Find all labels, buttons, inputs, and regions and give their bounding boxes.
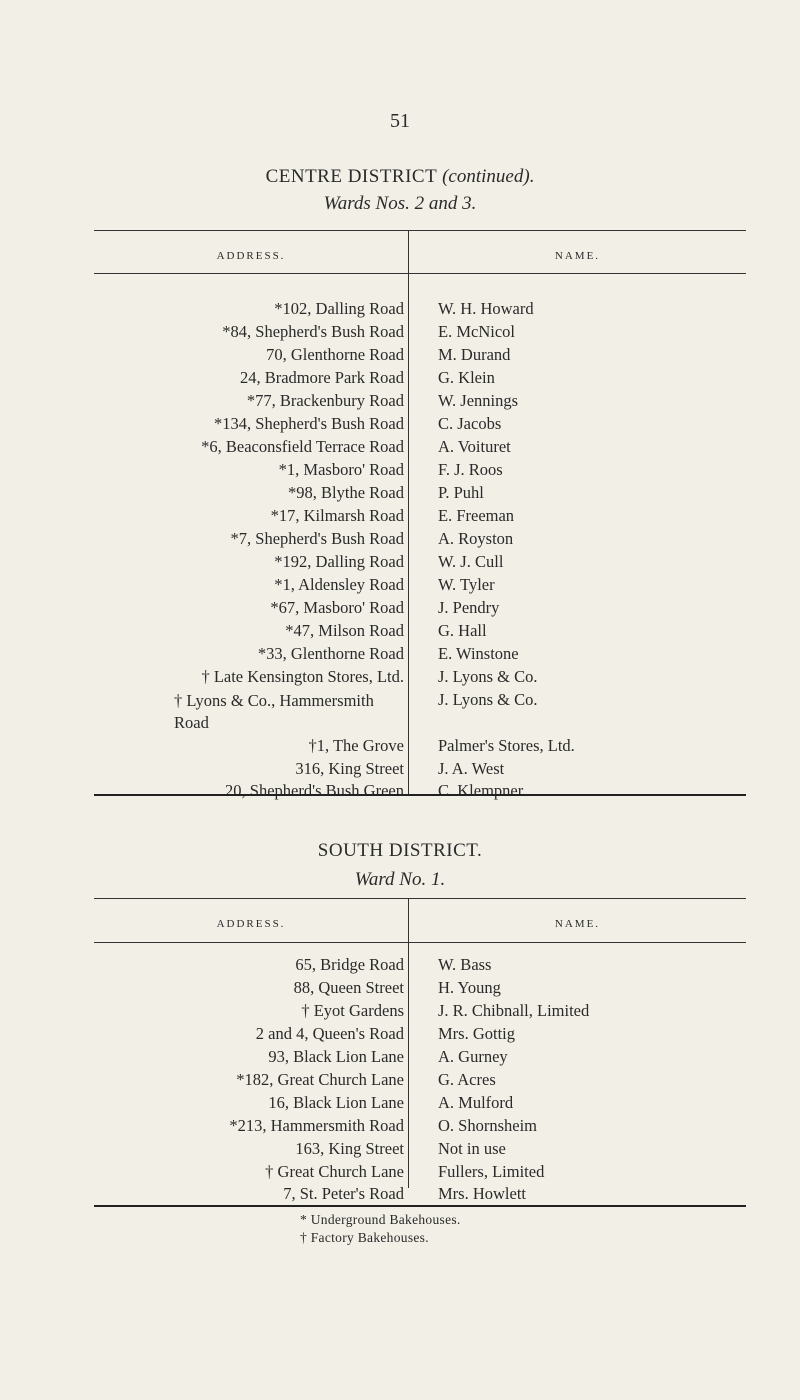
address-cell: 2 and 4, Queen's Road bbox=[255, 1024, 404, 1043]
address-cell: 65, Bridge Road bbox=[295, 955, 404, 974]
name-cell: H. Young bbox=[438, 978, 501, 997]
name-cell: E. McNicol bbox=[438, 322, 515, 341]
table-row bbox=[94, 1024, 746, 1046]
address-cell: *67, Masboro' Road bbox=[270, 598, 404, 617]
address-cell: † Eyot Gardens bbox=[301, 1001, 404, 1020]
table-row bbox=[94, 1184, 746, 1206]
table-row bbox=[94, 759, 746, 781]
table-row bbox=[94, 621, 746, 643]
south-table bbox=[94, 894, 746, 1203]
table-row bbox=[94, 1116, 746, 1138]
name-cell: Not in use bbox=[438, 1139, 506, 1158]
address-cell: †1, The Grove bbox=[308, 736, 404, 755]
address-cell: † Late Kensington Stores, Ltd. bbox=[201, 667, 404, 686]
table-row bbox=[94, 437, 746, 459]
header-bottom-rule bbox=[94, 273, 746, 274]
table-row bbox=[94, 690, 746, 734]
name-cell: J. Lyons & Co. bbox=[438, 690, 538, 709]
name-cell: W. Tyler bbox=[438, 575, 495, 594]
table-row bbox=[94, 667, 746, 689]
address-cell: *17, Kilmarsh Road bbox=[270, 506, 404, 525]
name-cell: A. Royston bbox=[438, 529, 514, 548]
footnote-underground: * Underground Bakehouses. bbox=[300, 1212, 461, 1227]
address-cell: † Great Church Lane bbox=[265, 1162, 404, 1181]
page-number: 51 bbox=[390, 110, 410, 132]
table-row bbox=[94, 1001, 746, 1023]
address-cell: *1, Masboro' Road bbox=[278, 460, 404, 479]
table-row bbox=[94, 598, 746, 620]
address-cell: † Lyons & Co., Hammersmith Road bbox=[174, 691, 374, 732]
address-cell: *84, Shepherd's Bush Road bbox=[222, 322, 404, 341]
name-cell: Mrs. Howlett bbox=[438, 1184, 526, 1203]
address-cell: *47, Milson Road bbox=[285, 621, 404, 640]
address-cell: 24, Bradmore Park Road bbox=[239, 368, 404, 387]
table-bottom-rule bbox=[94, 794, 746, 796]
address-cell: 316, King Street bbox=[295, 759, 404, 778]
name-cell: P. Puhl bbox=[438, 483, 484, 502]
column-header-address: ADDRESS. bbox=[216, 250, 286, 262]
address-cell: 70, Glenthorne Road bbox=[266, 345, 404, 364]
address-cell: *33, Glenthorne Road bbox=[257, 644, 404, 663]
address-cell: *1, Aldensley Road bbox=[274, 575, 404, 594]
table-row bbox=[94, 322, 746, 344]
address-cell: 93, Black Lion Lane bbox=[268, 1047, 404, 1066]
table-bottom-rule bbox=[94, 1205, 746, 1207]
address-cell: 88, Queen Street bbox=[293, 978, 404, 997]
address-cell: *182, Great Church Lane bbox=[236, 1070, 404, 1089]
name-cell: J. Pendry bbox=[438, 598, 500, 617]
name-cell: A. Voituret bbox=[438, 437, 511, 456]
name-cell: J. A. West bbox=[438, 759, 505, 778]
address-cell: 16, Black Lion Lane bbox=[268, 1093, 404, 1112]
name-cell: G. Klein bbox=[438, 368, 495, 387]
address-cell: 163, King Street bbox=[295, 1139, 404, 1158]
table-row bbox=[94, 391, 746, 413]
name-cell: W. Jennings bbox=[438, 391, 519, 410]
name-cell: E. Freeman bbox=[438, 506, 515, 525]
table-row bbox=[94, 644, 746, 666]
table-row bbox=[94, 1047, 746, 1069]
name-cell: J. R. Chibnall, Limited bbox=[438, 1001, 590, 1020]
name-cell: Fullers, Limited bbox=[438, 1162, 545, 1181]
name-cell: E. Winstone bbox=[438, 644, 519, 663]
name-cell: G. Acres bbox=[438, 1070, 496, 1089]
table-row bbox=[94, 1139, 746, 1161]
name-cell: C. Jacobs bbox=[438, 414, 502, 433]
table-row bbox=[94, 736, 746, 758]
name-cell: F. J. Roos bbox=[438, 460, 503, 479]
address-cell: *77, Brackenbury Road bbox=[246, 391, 404, 410]
address-cell: *192, Dalling Road bbox=[274, 552, 404, 571]
table-row bbox=[94, 1070, 746, 1092]
table-row bbox=[94, 955, 746, 977]
address-cell: *6, Beaconsfield Terrace Road bbox=[201, 437, 404, 456]
column-header-name: NAME. bbox=[554, 918, 601, 930]
address-cell: *102, Dalling Road bbox=[274, 299, 404, 318]
address-cell: *213, Hammersmith Road bbox=[229, 1116, 404, 1135]
address-cell: *98, Blythe Road bbox=[288, 483, 404, 502]
table-row bbox=[94, 1093, 746, 1115]
name-cell: W. H. Howard bbox=[438, 299, 534, 318]
name-cell: O. Shornsheim bbox=[438, 1116, 537, 1135]
table-top-rule bbox=[94, 898, 746, 899]
header-bottom-rule bbox=[94, 942, 746, 943]
name-cell: M. Durand bbox=[438, 345, 511, 364]
name-cell: J. Lyons & Co. bbox=[438, 667, 538, 686]
table-row bbox=[94, 414, 746, 436]
table-row bbox=[94, 552, 746, 574]
name-cell: G. Hall bbox=[438, 621, 487, 640]
table-row bbox=[94, 345, 746, 367]
centre-table bbox=[94, 226, 746, 800]
table-row bbox=[94, 575, 746, 597]
table-row bbox=[94, 1162, 746, 1184]
table-row bbox=[94, 460, 746, 482]
centre-district-title bbox=[0, 166, 800, 188]
table-row bbox=[94, 506, 746, 528]
name-cell: W. Bass bbox=[438, 955, 492, 974]
footnote-factory: † Factory Bakehouses. bbox=[300, 1230, 429, 1245]
table-row bbox=[94, 529, 746, 551]
address-cell: 20, Shepherd's Bush Green bbox=[225, 781, 404, 800]
name-cell: A. Mulford bbox=[438, 1093, 514, 1112]
centre-ward-title: Wards Nos. 2 and 3. bbox=[323, 193, 477, 214]
table-row bbox=[94, 299, 746, 321]
table-row bbox=[94, 483, 746, 505]
name-cell: C. Klempner bbox=[438, 781, 524, 800]
name-cell: Mrs. Gottig bbox=[438, 1024, 516, 1043]
column-header-address: ADDRESS. bbox=[216, 918, 286, 930]
south-ward-title: Ward No. 1. bbox=[354, 869, 446, 890]
address-cell: *7, Shepherd's Bush Road bbox=[230, 529, 404, 548]
name-cell: A. Gurney bbox=[438, 1047, 508, 1066]
table-row bbox=[94, 368, 746, 390]
centre-district-name: CENTRE DISTRICT bbox=[265, 166, 437, 187]
table-row bbox=[94, 978, 746, 1000]
column-header-name: NAME. bbox=[554, 250, 601, 262]
address-cell: *134, Shepherd's Bush Road bbox=[214, 414, 404, 433]
south-district-title: SOUTH DISTRICT. bbox=[317, 840, 483, 861]
table-top-rule bbox=[94, 230, 746, 231]
address-cell: 7, St. Peter's Road bbox=[283, 1184, 404, 1203]
centre-district-continued: (continued). bbox=[442, 166, 535, 187]
table-row bbox=[94, 781, 746, 803]
name-cell: W. J. Cull bbox=[438, 552, 504, 571]
name-cell: Palmer's Stores, Ltd. bbox=[438, 736, 575, 755]
